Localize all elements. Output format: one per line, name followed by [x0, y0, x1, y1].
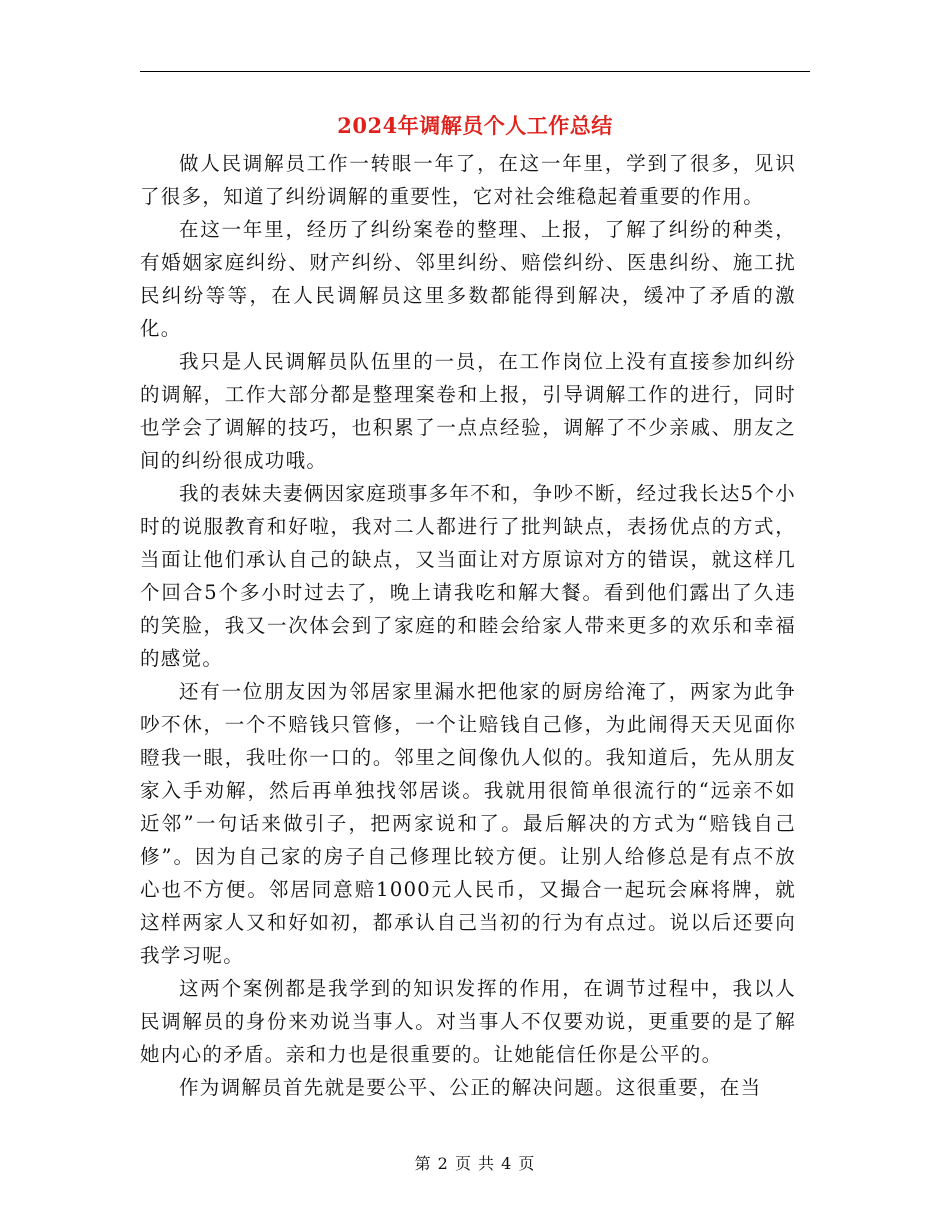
header-rule: [140, 71, 810, 72]
paragraph-6: 这两个案例都是我学到的知识发挥的作用，在调节过程中，我以人民调解员的身份来劝说当事人。对当事人不仅要劝说，更重要的是了解她内心的矛盾。亲和力也是很重要的。让她能信任你是公平的。: [140, 977, 796, 1066]
document-body: [140, 147, 796, 1104]
document-title: 2024年调解员个人工作总结: [337, 113, 613, 138]
paragraph-1: 做人民调解员工作一转眼一年了，在这一年里，学到了很多，见识了很多，知道了纠纷调解的重要性，它对社会维稳起着重要的作用。: [140, 152, 796, 208]
paragraph-3: 我只是人民调解员队伍里的一员，在工作岗位上没有直接参加纠纷的调解，工作大部分都是整理案卷和上报，引导调解工作的进行，同时也学会了调解的技巧，也积累了一点点经验，调解了不少亲戚、朋友之间的纠纷很成功哦。: [140, 350, 796, 472]
paragraph-2: 在这一年里，经历了纠纷案卷的整理、上报，了解了纠纷的种类，有婚姻家庭纠纷、财产纠纷、邻里纠纷、赔偿纠纷、医患纠纷、施工扰民纠纷等等，在人民调解员这里多数都能得到解决，缓冲了矛盾的激化。: [140, 218, 796, 340]
page-number-footer: 第 2 页 共 4 页: [414, 1154, 536, 1173]
paragraph-4: 我的表妹夫妻俩因家庭琐事多年不和，争吵不断，经过我长达5个小时的说服教育和好啦，我对二人都进行了批判缺点，表扬优点的方式，当面让他们承认自己的缺点，又当面让对方原谅对方的错误，就这样几个回合5个多小时过去了，晚上请我吃和解大餐。看到他们露出了久违的笑脸，我又一次体会到了家庭的和睦会给家人带来更多的欢乐和幸福的感觉。: [140, 482, 796, 670]
paragraph-7: 作为调解员首先就是要公平、公正的解决问题。这很重要，在当: [179, 1076, 762, 1099]
paragraph-5: 还有一位朋友因为邻居家里漏水把他家的厨房给淹了，两家为此争吵不休，一个不赔钱只管修，一个让赔钱自己修，为此闹得天天见面你瞪我一眼，我吐你一口的。邻里之间像仇人似的。我知道后，先从朋友家入手劝解，然后再单独找邻居谈。我就用很简单很流行的“远亲不如近邻”一句话来做引子，把两家说和了。最后解决的方式为“赔钱自己修”。因为自己家的房子自己修理比较方便。让别人给修总是有点不放心也不方便。邻居同意赔1000元人民币，又撮合一起玩会麻将牌，就这样两家人又和好如初，都承认自己当初的行为有点过。说以后还要向我学习呢。: [140, 680, 796, 967]
